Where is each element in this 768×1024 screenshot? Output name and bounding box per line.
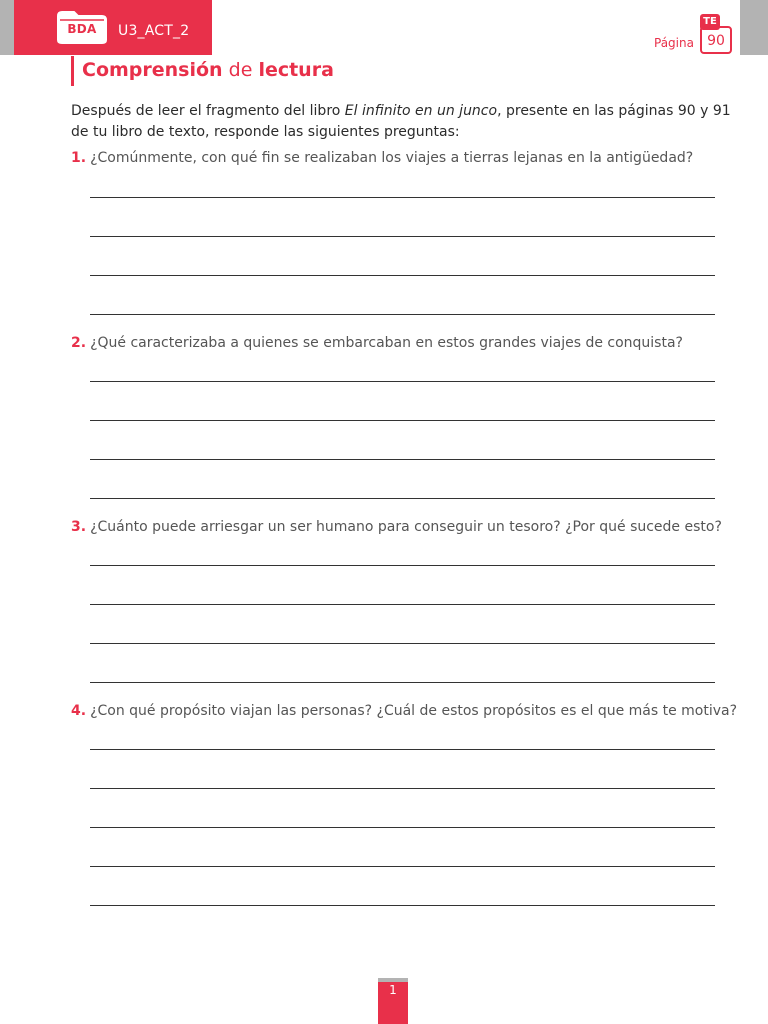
book-title: El infinito en un junco (344, 103, 498, 119)
question-1 (71, 150, 693, 166)
answer-line[interactable] (90, 565, 715, 566)
title-word-2: de (228, 59, 253, 81)
answer-line[interactable] (90, 197, 715, 198)
textbook-page-number: 90 (707, 33, 725, 49)
title-accent-bar (71, 56, 74, 86)
footer-tab-cap (378, 978, 408, 982)
answer-line[interactable] (90, 749, 715, 750)
intro-after: , presente en las páginas 90 y 91 de tu libro de texto, responde las siguientes preguntas: (71, 103, 731, 140)
answer-line[interactable] (90, 604, 715, 605)
answer-line[interactable] (90, 866, 715, 867)
instructions-paragraph (71, 101, 731, 143)
header-gray-strip-right (740, 0, 768, 55)
title-word-3: lectura (258, 59, 334, 81)
answer-line[interactable] (90, 314, 715, 315)
question-3 (71, 519, 722, 535)
question-text: ¿Qué caracterizaba a quienes se embarcaban en estos grandes viajes de conquista? (90, 335, 683, 351)
bda-badge-label: BDA (67, 22, 97, 36)
footer-page-number: 1 (389, 983, 397, 997)
answer-line[interactable] (90, 381, 715, 382)
answer-line[interactable] (90, 275, 715, 276)
page-label: Página (654, 36, 694, 50)
question-text: ¿Cuánto puede arriesgar un ser humano para conseguir un tesoro? ¿Por qué sucede esto? (90, 519, 722, 535)
bda-folder-icon (54, 10, 110, 44)
answer-line[interactable] (90, 788, 715, 789)
answer-line[interactable] (90, 682, 715, 683)
te-tab: TE (700, 14, 720, 30)
page-title (82, 59, 334, 81)
question-4 (71, 703, 737, 719)
footer-page-tab (378, 978, 408, 1024)
header-gray-strip-left (0, 0, 14, 55)
answer-line[interactable] (90, 459, 715, 460)
question-number: 3. (71, 519, 87, 535)
question-text: ¿Con qué propósito viajan las personas? ¿Cuál de estos propósitos es el que más te motiva? (90, 703, 738, 719)
question-number: 1. (71, 150, 87, 166)
question-text: ¿Comúnmente, con qué fin se realizaban los viajes a tierras lejanas en la antigüedad? (90, 150, 694, 166)
intro-before: Después de leer el fragmento del libro (71, 103, 345, 119)
page-frame (700, 26, 732, 54)
answer-line[interactable] (90, 498, 715, 499)
question-number: 2. (71, 335, 87, 351)
question-number: 4. (71, 703, 87, 719)
question-2 (71, 335, 683, 351)
activity-code: U3_ACT_2 (118, 23, 190, 39)
answer-line[interactable] (90, 643, 715, 644)
answer-line[interactable] (90, 420, 715, 421)
textbook-page-reference (700, 14, 732, 54)
answer-line[interactable] (90, 905, 715, 906)
title-word-1: Comprensión (82, 59, 223, 81)
answer-line[interactable] (90, 236, 715, 237)
header-banner (14, 0, 212, 55)
answer-line[interactable] (90, 827, 715, 828)
